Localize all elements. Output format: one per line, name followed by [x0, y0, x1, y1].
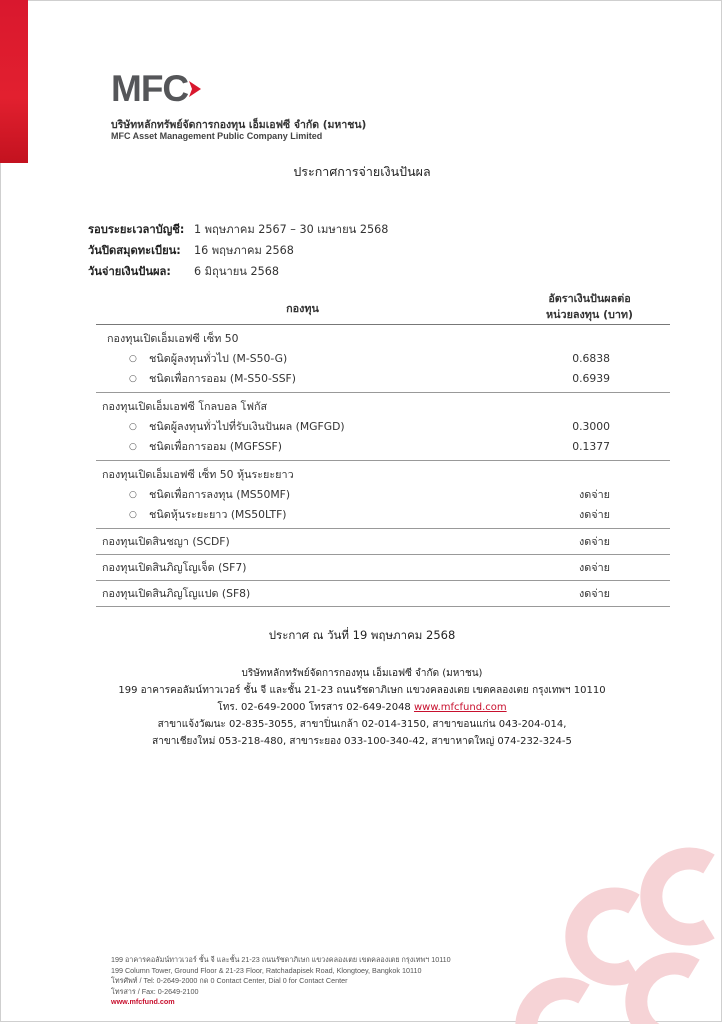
dividend-rate: งดจ่าย	[579, 561, 610, 574]
document-title: ประกาศการจ่ายเงินปันผล	[293, 164, 431, 179]
dividend-rate: งดจ่าย	[579, 508, 610, 521]
contact-branches-2: สาขาเชียงใหม่ 053-218-480, สาขาระยอง 033-100-340-42, สาขาหาดใหญ่ 074-232-324-5	[152, 736, 572, 747]
bullet-icon: ○	[129, 442, 137, 452]
group-name: กองทุนเปิดเอ็มเอฟซี โกลบอล โฟกัส	[102, 400, 268, 413]
bullet-icon: ○	[129, 354, 137, 364]
contact-company-name: บริษัทหลักทรัพย์จัดการกองทุน เอ็มเอฟซี จำกัด (มหาชน)	[241, 668, 483, 679]
table-row	[96, 505, 670, 525]
table-row	[96, 581, 670, 607]
fund-group-global-focus	[96, 393, 670, 461]
table-row	[96, 485, 670, 505]
dividend-rate: งดจ่าย	[579, 535, 610, 548]
pay-date-label: วันจ่ายเงินปันผล:	[88, 264, 171, 278]
company-name-th: บริษัทหลักทรัพย์จัดการกองทุน เอ็มเอฟซี จำกัด (มหาชน)	[111, 119, 367, 131]
contact-phone-line	[0, 699, 724, 716]
logo-arrow-icon	[189, 81, 201, 97]
share-class-name: ชนิดผู้ลงทุนทั่วไปที่รับเงินปันผล (MGFGD)	[149, 420, 345, 433]
share-class-name: ชนิดผู้ลงทุนทั่วไป (M-S50-G)	[149, 352, 288, 365]
info-row-book-close	[88, 239, 388, 260]
fund-group-set50-ltf	[96, 461, 670, 529]
dividend-rate: 0.6939	[572, 372, 610, 385]
table-header	[96, 291, 670, 325]
info-row-period	[88, 218, 388, 239]
share-class-name: ชนิดหุ้นระยะยาว (MS50LTF)	[149, 508, 287, 521]
brand-pattern-icon	[514, 844, 724, 1024]
table-row	[96, 417, 670, 437]
share-class-name: ชนิดเพื่อการออม (MGFSSF)	[149, 440, 282, 453]
dividend-rate: 0.6838	[572, 352, 610, 365]
letterhead-footer	[111, 955, 451, 1008]
mfc-logo	[111, 68, 201, 109]
dividend-rate: 0.3000	[572, 420, 610, 433]
website-link[interactable]: www.mfcfund.com	[413, 702, 507, 713]
period-label: รอบระยะเวลาบัญชี:	[88, 222, 185, 236]
dividend-rate: งดจ่าย	[579, 488, 610, 501]
footer-address-en: 199 Column Tower, Ground Floor & 21-23 Floor, Ratchadapisek Road, Klongtoey, Bangkok 10110	[111, 965, 422, 975]
header-rate-line1: อัตราเงินปันผลต่อ	[548, 292, 631, 305]
fund-dividend-table	[96, 291, 670, 607]
info-row-pay-date	[88, 260, 388, 281]
group-name: กองทุนเปิดเอ็มเอฟซี เซ็ท 50	[107, 332, 239, 345]
table-row	[96, 555, 670, 581]
logo-text: MFC	[111, 68, 189, 109]
table-row	[96, 349, 670, 369]
bullet-icon: ○	[129, 374, 137, 384]
table-row	[96, 369, 670, 389]
contact-address: 199 อาคารคอลัมน์ทาวเวอร์ ชั้น จี และชั้น 21-23 ถนนรัชดาภิเษก แขวงคลองเตย เขตคลองเตย กรุงเทพฯ 10110	[118, 685, 606, 696]
header-rate	[509, 291, 670, 323]
fund-name: กองทุนเปิดสินภิญโญแปด (SF8)	[102, 587, 251, 600]
contact-branches-1: สาขาแจ้งวัฒนะ 02-835-3055, สาขาปิ่นเกล้า 02-014-3150, สาขาขอนแก่น 043-204-014,	[157, 719, 567, 730]
fund-group-set50	[96, 325, 670, 393]
company-contact-block	[0, 665, 724, 750]
footer-website-link[interactable]: www.mfcfund.com	[111, 997, 175, 1006]
company-name-en: MFC Asset Management Public Company Limited	[111, 131, 323, 141]
contact-phone: โทร. 02-649-2000 โทรสาร 02-649-2048	[217, 702, 411, 713]
header-fund: กองทุน	[286, 302, 319, 315]
footer-address-th: 199 อาคารคอลัมน์ทาวเวอร์ ชั้น จี และชั้น 21-23 ถนนรัชดาภิเษก แขวงคลองเตย เขตคลองเตย กรุงเทพฯ 10110	[111, 955, 451, 964]
bullet-icon: ○	[129, 422, 137, 432]
announcement-date: ประกาศ ณ วันที่ 19 พฤษภาคม 2568	[268, 628, 456, 642]
dividend-rate: 0.1377	[572, 440, 610, 453]
fund-name: กองทุนเปิดสินภิญโญเจ็ด (SF7)	[102, 561, 247, 574]
bullet-icon: ○	[129, 510, 137, 520]
fund-name: กองทุนเปิดสินชญา (SCDF)	[102, 535, 230, 548]
period-value: 1 พฤษภาคม 2567 – 30 เมษายน 2568	[194, 222, 389, 236]
bullet-icon: ○	[129, 490, 137, 500]
dividend-info	[88, 218, 388, 281]
header-rate-line2: หน่วยลงทุน (บาท)	[546, 308, 633, 321]
table-row	[96, 437, 670, 457]
book-close-label: วันปิดสมุดทะเบียน:	[88, 243, 181, 257]
pay-date-value: 6 มิถุนายน 2568	[194, 264, 279, 278]
table-row	[96, 529, 670, 555]
book-close-value: 16 พฤษภาคม 2568	[194, 243, 294, 257]
red-side-bar	[0, 0, 28, 163]
decorative-brand-pattern	[514, 844, 724, 1024]
footer-fax: โทรสาร / Fax: 0-2649-2100	[111, 986, 199, 996]
dividend-rate: งดจ่าย	[579, 587, 610, 600]
share-class-name: ชนิดเพื่อการออม (M-S50-SSF)	[149, 372, 296, 385]
share-class-name: ชนิดเพื่อการลงทุน (MS50MF)	[149, 488, 291, 501]
footer-tel: โทรศัพท์ / Tel: 0-2649-2000 กด 0 Contact Center, Dial 0 for Contact Center	[111, 976, 348, 985]
group-name: กองทุนเปิดเอ็มเอฟซี เซ็ท 50 หุ้นระยะยาว	[102, 468, 294, 481]
